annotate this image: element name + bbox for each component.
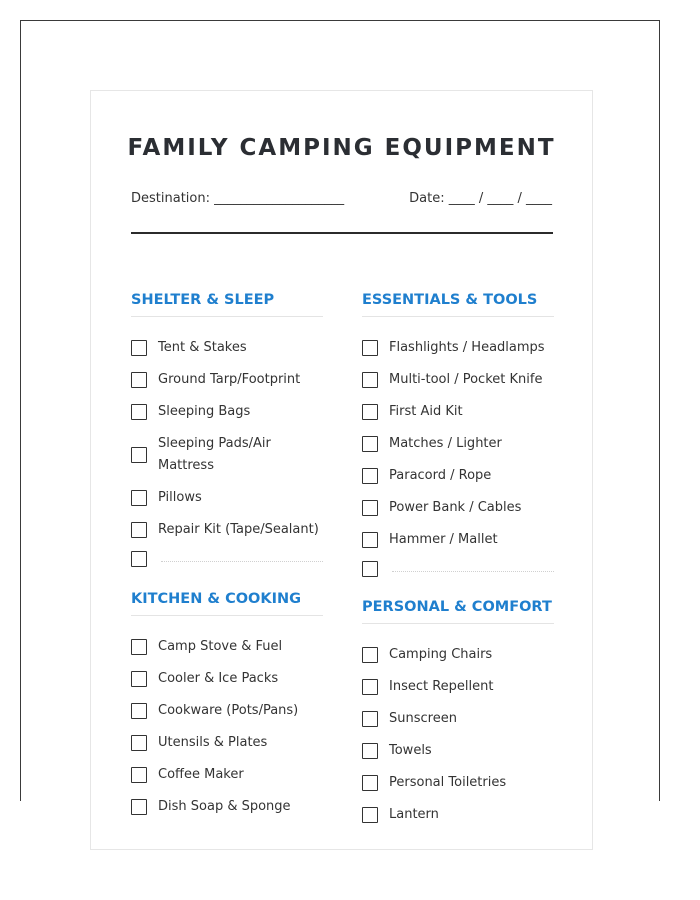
checkbox[interactable] — [362, 468, 378, 484]
checklist-item[interactable] — [362, 671, 554, 703]
checkbox[interactable] — [131, 490, 147, 506]
item-label: Ground Tarp/Footprint — [158, 372, 301, 387]
checklist-item[interactable] — [362, 460, 554, 492]
item-label: Insect Repellent — [389, 679, 494, 694]
item-label: Lantern — [389, 807, 439, 822]
item-label: Multi-tool / Pocket Knife — [389, 372, 543, 387]
checkbox[interactable] — [131, 372, 147, 388]
checklist-item[interactable] — [131, 428, 323, 482]
checkbox[interactable] — [131, 340, 147, 356]
item-label: Dish Soap & Sponge — [158, 799, 291, 814]
item-label: Coffee Maker — [158, 767, 244, 782]
item-label: Utensils & Plates — [158, 735, 268, 750]
checklist-item[interactable] — [362, 799, 554, 831]
checkbox[interactable] — [362, 372, 378, 388]
section-essentials-tools — [362, 290, 554, 582]
section-heading: ESSENTIALS & TOOLS — [362, 290, 554, 317]
document-viewport — [20, 20, 660, 822]
checkbox[interactable] — [362, 647, 378, 663]
item-label: Camping Chairs — [389, 647, 493, 662]
checkbox[interactable] — [131, 671, 147, 687]
item-label: Power Bank / Cables — [389, 500, 522, 515]
checklist-item[interactable] — [131, 791, 323, 823]
item-label: Camp Stove & Fuel — [158, 639, 283, 654]
checkbox[interactable] — [131, 447, 147, 463]
item-label: Matches / Lighter — [389, 436, 502, 451]
checklist-item[interactable] — [131, 482, 323, 514]
checkbox[interactable] — [131, 522, 147, 538]
item-label: Hammer / Mallet — [389, 532, 498, 547]
blank-checklist-item[interactable] — [362, 556, 554, 582]
checkbox[interactable] — [362, 807, 378, 823]
checkbox[interactable] — [362, 436, 378, 452]
checklist-item[interactable] — [131, 631, 323, 663]
item-label: Repair Kit (Tape/Sealant) — [158, 522, 319, 537]
checkbox[interactable] — [131, 404, 147, 420]
page-title: FAMILY CAMPING EQUIPMENT — [127, 135, 556, 161]
section-heading: PERSONAL & COMFORT — [362, 597, 554, 624]
checkbox[interactable] — [362, 743, 378, 759]
item-label: Sleeping Bags — [158, 404, 251, 419]
checklist-item[interactable] — [362, 703, 554, 735]
item-label: First Aid Kit — [389, 404, 463, 419]
item-label: Tent & Stakes — [158, 340, 247, 355]
item-label: Cooler & Ice Packs — [158, 671, 279, 686]
section-heading: SHELTER & SLEEP — [131, 290, 323, 317]
checklist-item[interactable] — [131, 364, 323, 396]
write-in-line[interactable] — [392, 570, 554, 572]
checkbox[interactable] — [131, 735, 147, 751]
checklist-item[interactable] — [131, 663, 323, 695]
item-label: Flashlights / Headlamps — [389, 340, 545, 355]
section-kitchen-cooking — [131, 589, 323, 823]
section-personal-comfort — [362, 597, 554, 831]
checklist-item[interactable] — [362, 735, 554, 767]
checkbox[interactable] — [131, 639, 147, 655]
checkbox[interactable] — [362, 711, 378, 727]
checkbox[interactable] — [131, 703, 147, 719]
item-label: Paracord / Rope — [389, 468, 492, 483]
write-in-line[interactable] — [161, 560, 323, 562]
checklist-item[interactable] — [362, 767, 554, 799]
section-shelter-sleep — [131, 290, 323, 572]
checklist-item[interactable] — [131, 514, 323, 546]
destination-field: Destination: ____________________ — [131, 191, 345, 206]
checkbox[interactable] — [131, 799, 147, 815]
header-divider — [131, 232, 553, 234]
checkbox[interactable] — [362, 775, 378, 791]
checklist-item[interactable] — [131, 332, 323, 364]
checklist-item[interactable] — [131, 727, 323, 759]
checklist-item[interactable] — [362, 332, 554, 364]
checklist-item[interactable] — [362, 524, 554, 556]
checklist-sheet — [90, 90, 593, 850]
checklist-item[interactable] — [362, 428, 554, 460]
checkbox[interactable] — [362, 404, 378, 420]
checklist-item[interactable] — [362, 492, 554, 524]
checklist-item[interactable] — [131, 396, 323, 428]
checkbox[interactable] — [362, 561, 378, 577]
item-label: Towels — [389, 743, 432, 758]
checkbox[interactable] — [362, 340, 378, 356]
checkbox[interactable] — [362, 679, 378, 695]
item-label: Cookware (Pots/Pans) — [158, 703, 299, 718]
checklist-item[interactable] — [131, 759, 323, 791]
item-label: Sunscreen — [389, 711, 457, 726]
checkbox[interactable] — [131, 551, 147, 567]
checklist-item[interactable] — [131, 695, 323, 727]
item-label: Pillows — [158, 490, 202, 505]
checkbox[interactable] — [362, 532, 378, 548]
date-field: Date: ____ / ____ / ____ — [409, 191, 552, 206]
checklist-item[interactable] — [362, 639, 554, 671]
blank-checklist-item[interactable] — [131, 546, 323, 572]
section-heading: KITCHEN & COOKING — [131, 589, 323, 616]
item-label: Personal Toiletries — [389, 775, 507, 790]
checkbox[interactable] — [362, 500, 378, 516]
checklist-item[interactable] — [362, 364, 554, 396]
item-label: Sleeping Pads/Air Mattress — [158, 436, 271, 473]
checklist-item[interactable] — [362, 396, 554, 428]
checkbox[interactable] — [131, 767, 147, 783]
